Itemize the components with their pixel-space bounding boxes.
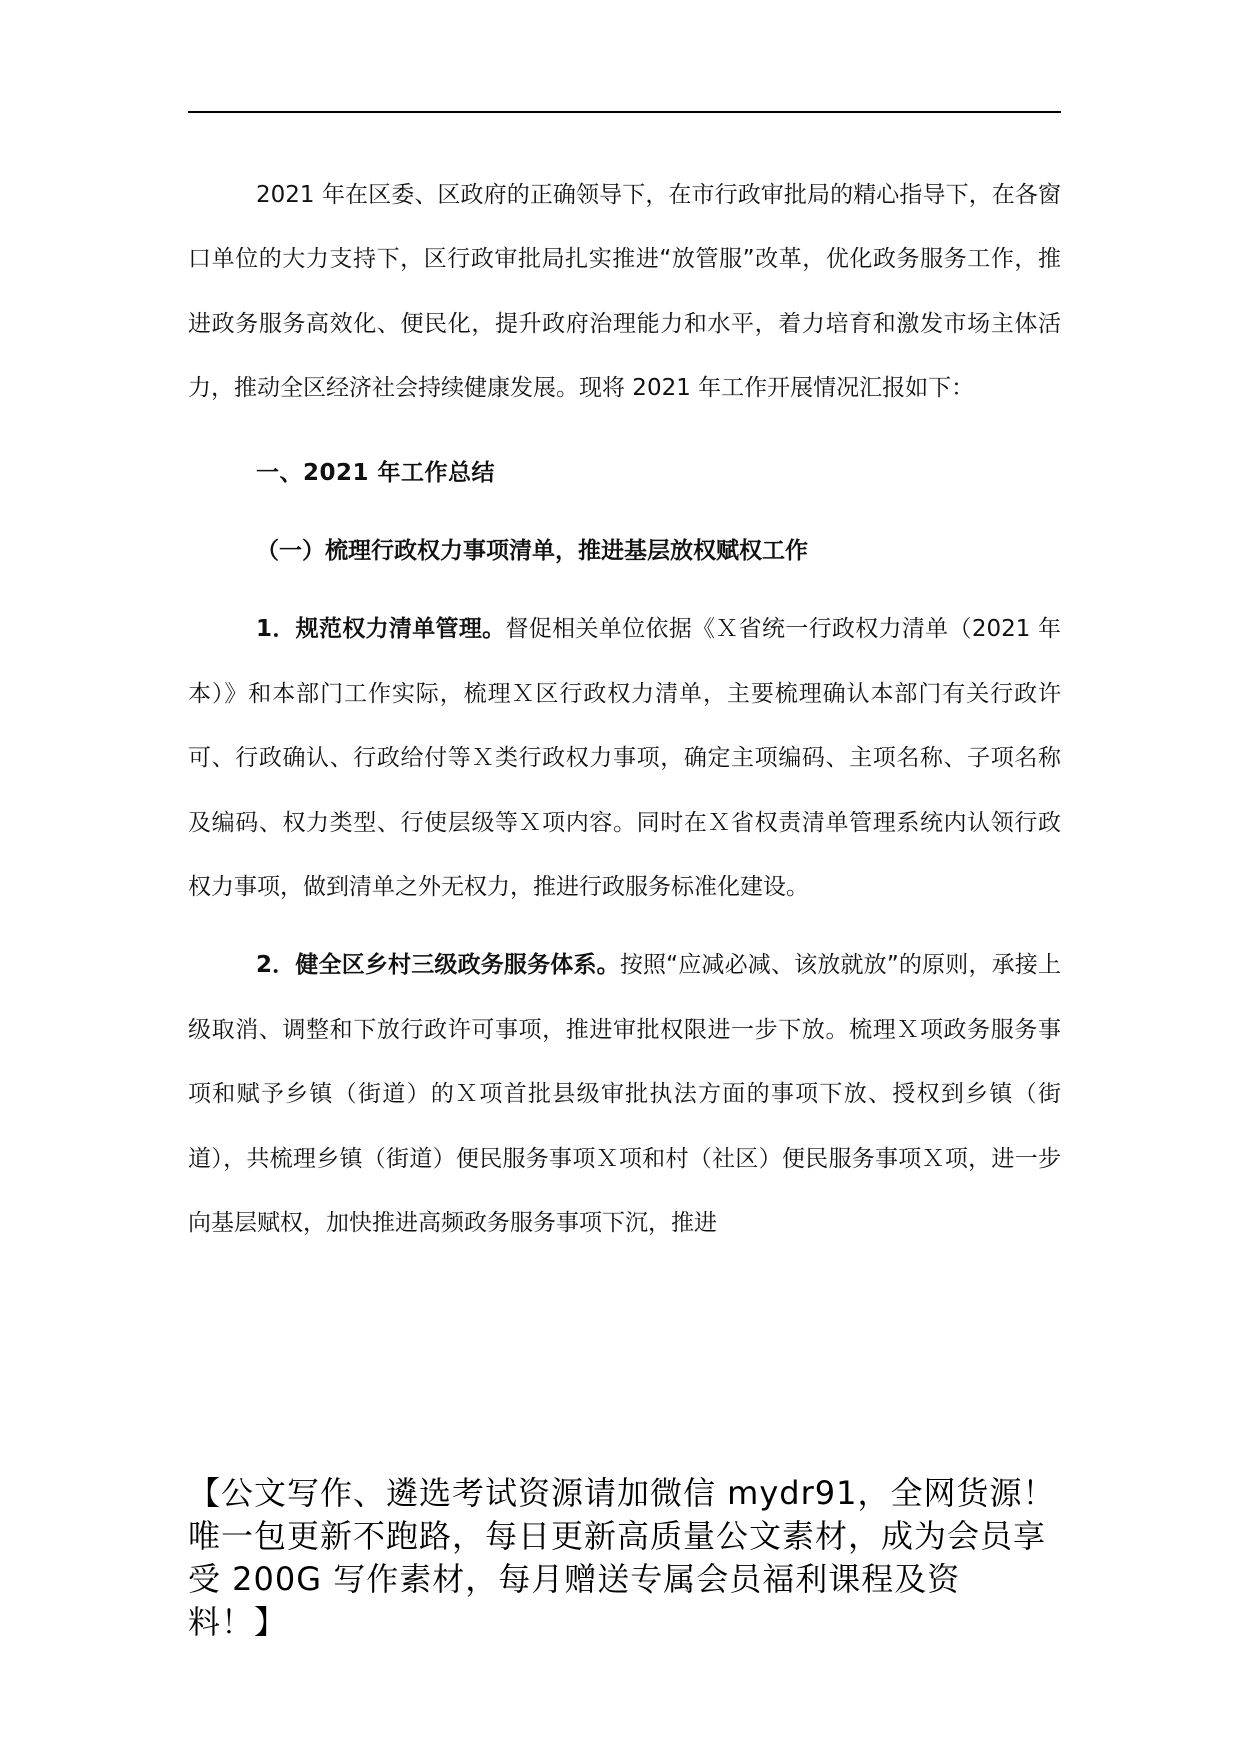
subsection-heading: （一）梳理行政权力事项清单，推进基层放权赋权工作 — [256, 538, 808, 565]
ad-line-4: 料！】 — [188, 1603, 288, 1641]
section-heading: 一、2021 年工作总结 — [256, 459, 496, 486]
item-1-body: 督促相关单位依据《Ｘ省统一行政权力清单（2021 年本）》和本部门工作实际，梳理Ｘ区行政权力清单，主要梳理确认本部门有关行政许可、行政确认、行政给付等Ｘ类行政权力事项，确定主项编码、主项名称、子项名称及编码、权力类型、行使层级等Ｘ项内容。同时在Ｘ省权责清单管理系统内认领行政权力事项，做到清单之外无权力，推进行政服务标准化建设。 — [188, 616, 1061, 901]
item-2-body: 按照“应减必减、该放就放”的原则，承接上级取消、调整和下放行政许可事项，推进审批权限进一步下放。梳理Ｘ项政务服务事项和赋予乡镇（街道）的Ｘ项首批县级审批执法方面的事项下放、授权到乡镇（街道），共梳理乡镇（街道）便民服务事项Ｘ项和村（社区）便民服务事项Ｘ项，进一步向基层赋权，加快推进高频政务服务事项下沉，推进 — [188, 952, 1061, 1237]
document-body — [188, 163, 1061, 1256]
ad-line-2: 唯一包更新不跑路，每日更新高质量公文素材，成为会员享 — [188, 1517, 1047, 1555]
item-1-title: 1．规范权力清单管理。 — [256, 616, 506, 643]
item-2-title: 2．健全区乡村三级政务服务体系。 — [256, 952, 620, 979]
item-1-paragraph — [188, 597, 1061, 919]
ad-line-3: 受 200G 写作素材，每月赠送专属会员福利课程及资 — [188, 1560, 961, 1598]
advertisement-block — [188, 1472, 1088, 1644]
item-2-paragraph — [188, 933, 1061, 1255]
intro-paragraph: 2021 年在区委、区政府的正确领导下，在市行政审批局的精心指导下，在各窗口单位的大力支持下，区行政审批局扎实推进“放管服”改革，优化政务服务工作，推进政务服务高效化、便民化，提升政府治理能力和水平，着力培育和激发市场主体活力，推动全区经济社会持续健康发展。现将 2021 年工作开展情况汇报如下： — [188, 182, 1061, 402]
ad-line-1: 【公文写作、遴选考试资源请加微信 mydr91，全网货源！ — [188, 1474, 1056, 1512]
header-rule — [188, 111, 1061, 113]
